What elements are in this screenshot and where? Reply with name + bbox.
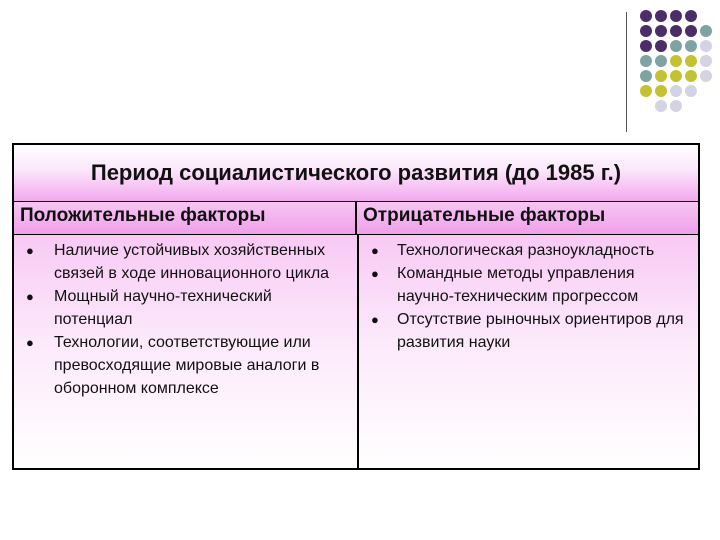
decorative-dot	[685, 10, 697, 22]
decorative-dot	[700, 25, 712, 37]
negative-factors-cell	[359, 235, 698, 468]
decorative-dot	[655, 10, 667, 22]
table-body-row	[14, 235, 698, 468]
decorative-dot	[700, 40, 712, 52]
bullet-icon: ●	[26, 243, 34, 258]
decorative-dot	[655, 25, 667, 37]
decorative-dot	[655, 40, 667, 52]
decorative-dot	[685, 70, 697, 82]
list-item: ● Технологии, соответствующие или превосходящие мировые аналоги в оборонном комплексе	[14, 331, 353, 400]
decorative-dot	[655, 85, 667, 97]
decorative-dot	[670, 40, 682, 52]
positive-factors-header: Положительные факторы	[14, 202, 357, 234]
decorative-dot	[685, 85, 697, 97]
decorative-dot	[670, 100, 682, 112]
table-header-row	[14, 202, 698, 235]
list-item: ● Наличие устойчивых хозяйственных связей в ходе инновационного цикла	[14, 239, 353, 285]
positive-factors-cell	[14, 235, 359, 468]
decorative-dot	[685, 40, 697, 52]
decorative-dot	[670, 25, 682, 37]
table-title: Период социалистического развития (до 1985 г.)	[90, 160, 622, 185]
list-item: ● Отсутствие рыночных ориентиров для развития науки	[359, 308, 694, 354]
list-item: ● Мощный научно-технический потенциал	[14, 285, 353, 331]
list-item: ● Командные методы управления научно-техническим прогрессом	[359, 262, 694, 308]
decorative-dot-grid	[640, 10, 720, 120]
decorative-dot	[640, 25, 652, 37]
decorative-dot	[685, 25, 697, 37]
bullet-icon: ●	[371, 266, 379, 281]
decorative-dot	[640, 10, 652, 22]
decorative-dot	[640, 40, 652, 52]
list-item: ● Технологическая разноукладность	[359, 239, 694, 262]
decorative-dot	[670, 55, 682, 67]
decorative-vertical-line	[626, 12, 627, 132]
bullet-icon: ●	[371, 312, 379, 327]
decorative-dot	[640, 70, 652, 82]
decorative-dot	[655, 70, 667, 82]
bullet-icon: ●	[26, 335, 34, 350]
decorative-dot	[640, 85, 652, 97]
decorative-dot	[685, 55, 697, 67]
bullet-icon: ●	[26, 289, 34, 304]
decorative-dot	[655, 100, 667, 112]
decorative-dot	[640, 55, 652, 67]
decorative-dot	[670, 85, 682, 97]
factors-table	[12, 143, 700, 470]
decorative-dot	[700, 55, 712, 67]
table-title-row	[14, 145, 698, 202]
decorative-dot	[655, 55, 667, 67]
negative-factors-header: Отрицательные факторы	[363, 205, 606, 226]
bullet-icon: ●	[371, 243, 379, 258]
decorative-dot	[670, 70, 682, 82]
decorative-dot	[700, 70, 712, 82]
decorative-dot	[670, 10, 682, 22]
